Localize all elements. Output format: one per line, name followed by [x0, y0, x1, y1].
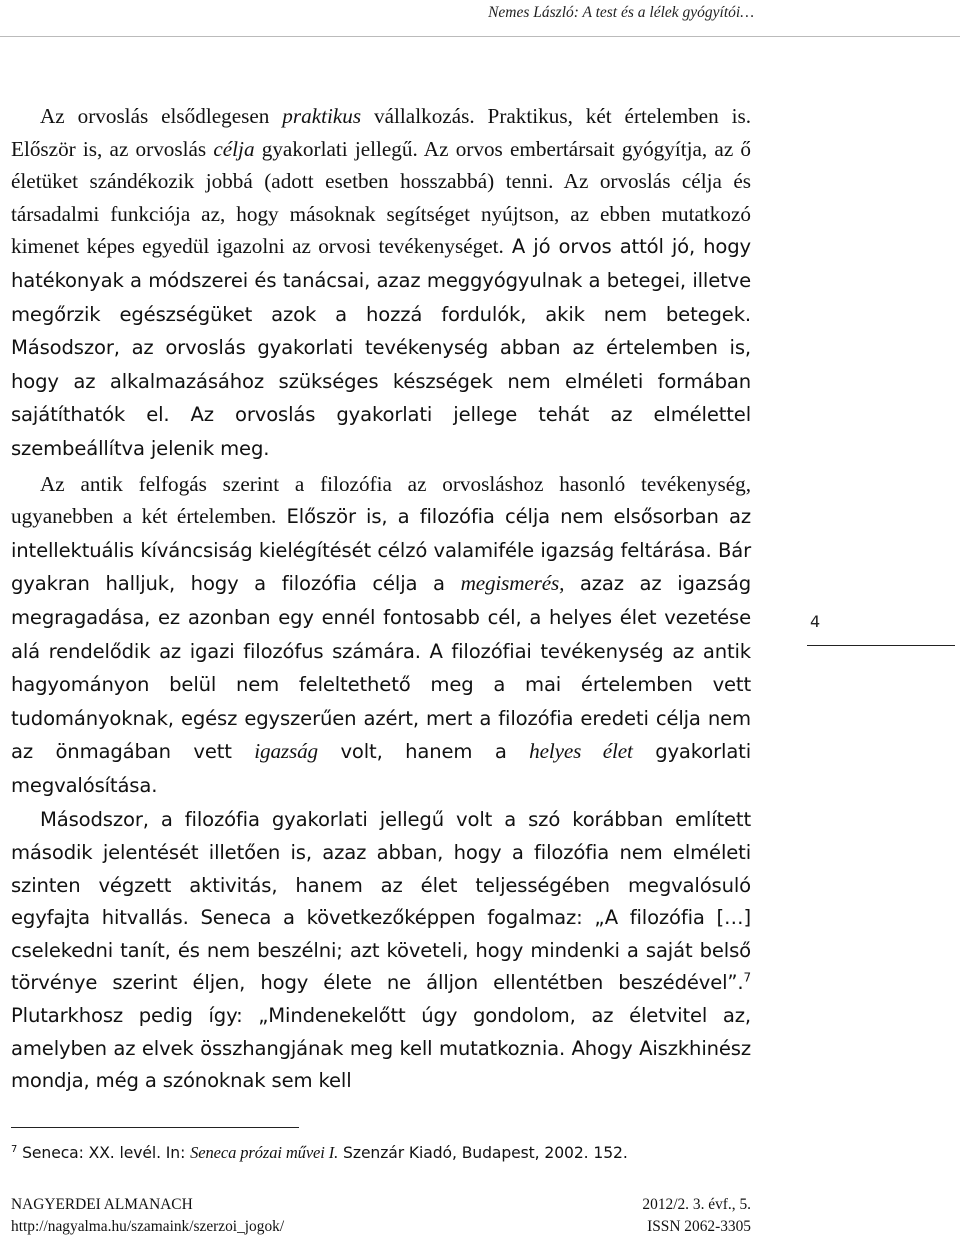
footnote-number: 7: [11, 1143, 18, 1155]
p2-text-f: volt, hanem a: [317, 740, 530, 764]
paragraph-2: [11, 468, 751, 803]
footnote: [11, 1143, 751, 1163]
p2-text-d: azaz az igazság megragadása, ez azonban egy ennél fontosabb cél, a helyes élet vezetése alá rendelődik az igazi filozófus számára. A filozófiai tevékenység az antik hagyományon belül nem feleltethető meg a mai értelemben vett tudományoknak, egész egyszerűen azért, mert a filozófia eredeti célja nem az önmagában vett: [11, 572, 751, 764]
p2-emphasis-megismeres: megismerés,: [460, 571, 565, 596]
p1-text-a: Az orvoslás elsődlegesen: [40, 104, 283, 128]
footnote-text-c: Szenzár Kiadó, Budapest, 2002. 152.: [338, 1144, 628, 1162]
header-rule: [0, 36, 960, 37]
footnote-separator: [11, 1127, 299, 1128]
page-number-rule: [807, 645, 955, 646]
paragraph-3: [11, 804, 751, 1097]
p1-emphasis-praktikus: praktikus: [282, 104, 362, 128]
issn: ISSN 2062-3305: [647, 1218, 751, 1235]
p2-text-a: Az antik felfogás szerint a filozófia az orvosláshoz hasonló tevékenység, ugyanebben a két értelemben.: [11, 471, 751, 529]
p1-emphasis-celja: célja: [213, 136, 255, 161]
footnote-book-title: Seneca prózai művei I.: [190, 1143, 339, 1162]
issue-info: 2012/2. 3. évf., 5.: [642, 1196, 751, 1213]
p1-text-e: gyakorlati jellegű. Az orvos embertársait gyógyítja, az ő életüket szándékozik jobbá (adott esetben hosszabbá) tenni. Az orvoslás célja és társadalmi funkciója az, hogy másoknak segítséget nyújtson, az ebben mutatkozó kimenet képes egyedül igazolni az orvosi tevékenységet.: [11, 136, 752, 259]
p1-text-c: vállalkozás. Praktikus, két értelemben is. Először is, az orvoslás: [11, 104, 751, 161]
p3-text-a: Másodszor, a filozófia gyakorlati jellegű volt a szó korábban említett második jelentését illetően is, azaz abban, hogy a filozófia nem elméleti szinten végzett aktivitás, hanem az élet teljességében megvalósuló egyfajta hitvallás. Seneca a következőképpen fogalmaz: „A filozófia […] cselekedni tanít, és nem beszélni; azt követeli, hogy mindenki a saját belső törvénye szerint éljen, hogy élete ne álljon ellentétben beszédével”.: [11, 808, 751, 995]
copyright-link[interactable]: http://nagyalma.hu/szamaink/szerzoi_jogok/: [11, 1218, 285, 1235]
p2-text-h: gyakorlati megvalósítása.: [11, 740, 751, 797]
journal-name: NAGYERDEI ALMANACH: [11, 1196, 193, 1213]
p1-text-f: A jó orvos attól jó, hogy hatékonyak a módszerei és tanácsai, azaz meggyógyulnak a betegei, illetve megőrzik egészségüket azok a hozzá fordulók, akik nem betegek. Másodszor, az orvoslás gyakorlati tevékenység abban az értelemben is, hogy az alkalmazásához szükséges készségek nem elméleti formában sajátíthatók el. Az orvoslás gyakorlati jellege tehát az elmélettel szembeállítva jelenik meg.: [11, 235, 751, 460]
running-header: Nemes László: A test és a lélek gyógyítói…: [488, 4, 754, 21]
p2-run: [11, 505, 751, 797]
body-text: [11, 100, 751, 1098]
p2-emphasis-helyes-elet: helyes élet: [529, 739, 633, 764]
paragraph-1: [11, 100, 751, 466]
p2-text-b: Először is, a filozófia célja nem elsősorban az intellektuális kíváncsiság kielégítését célzó valamiféle igazság feltárása. Bár gyakran halljuk, hogy a filozófia célja a: [11, 505, 751, 596]
page-number: 4: [810, 612, 821, 631]
p3-text-b: Plutarkhosz pedig így: „Mindenekelőtt úgy gondolom, az életvitel az, amelyben az elvek összhangjának meg kell mutatkoznia. Ahogy Aiszkhinész mondja, még a szónoknak sem kell: [11, 1004, 751, 1093]
footnote-text-a: Seneca: XX. levél. In:: [17, 1144, 191, 1162]
footnote-reference-7[interactable]: 7: [743, 970, 751, 985]
p2-emphasis-igazsag: igazság: [254, 739, 318, 764]
